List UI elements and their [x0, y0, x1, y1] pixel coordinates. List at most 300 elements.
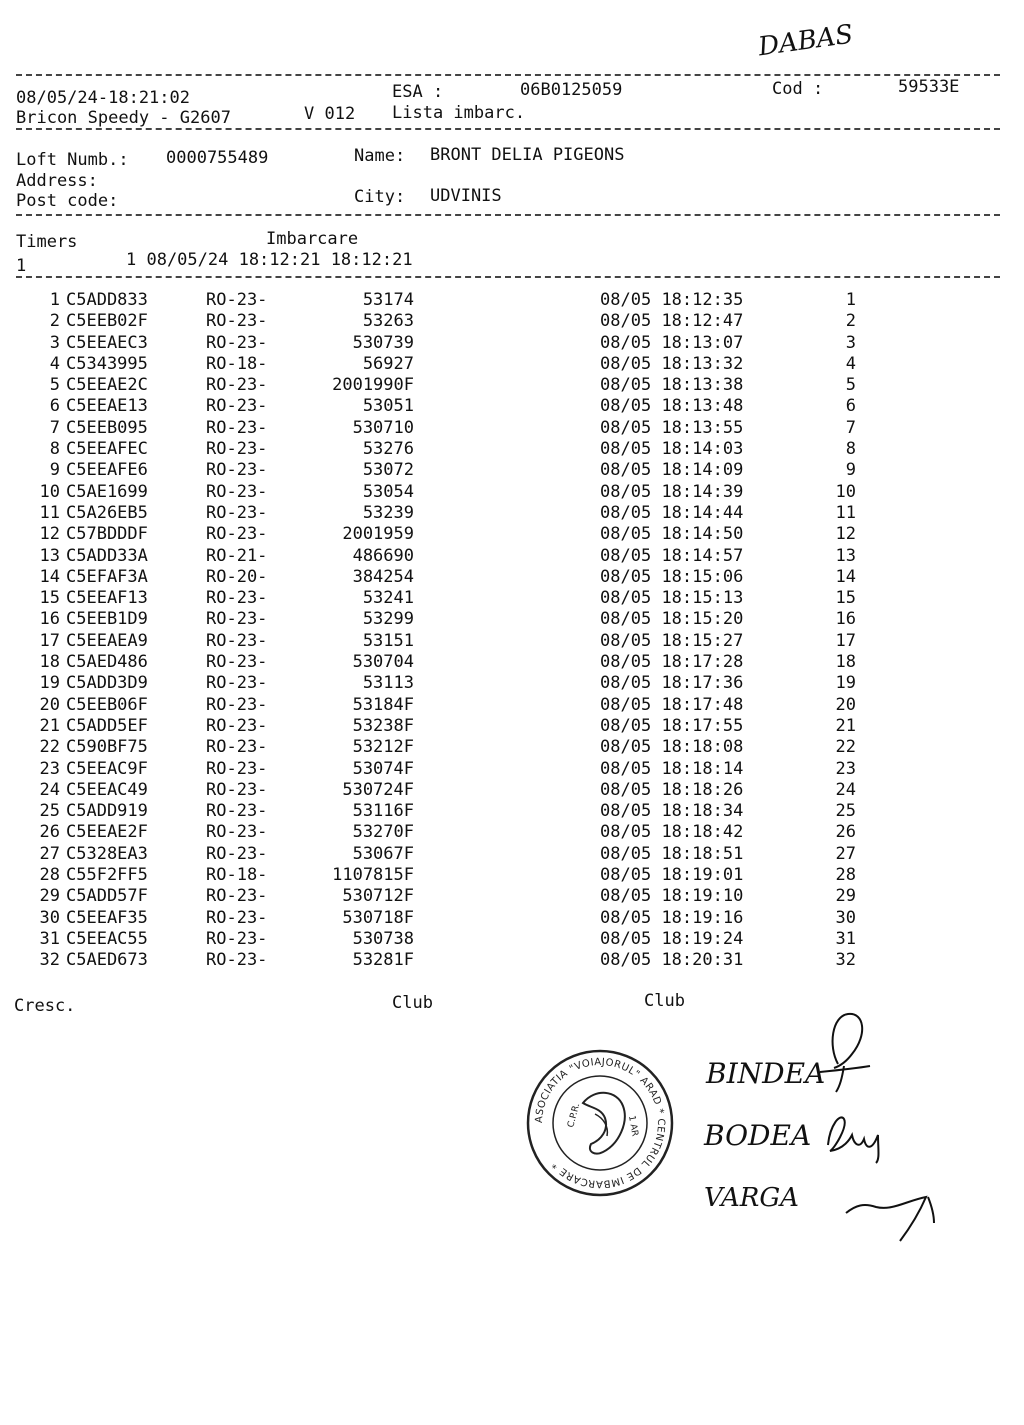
position: 7	[845, 417, 856, 438]
basket-time: 18:19:24	[661, 928, 744, 949]
ring-prefix: RO-23-	[206, 715, 268, 736]
basket-datetime	[600, 375, 820, 396]
ring-number: 53241	[362, 588, 414, 609]
basket-time: 18:18:42	[661, 822, 744, 843]
basket-date: 08/05	[600, 460, 652, 481]
ring-number: 53072	[362, 460, 414, 481]
position: 14	[835, 566, 856, 587]
row-number: 11	[39, 502, 60, 523]
ring-prefix: RO-21-	[206, 545, 268, 566]
ring-prefix: RO-23-	[206, 928, 268, 949]
basket-datetime	[600, 865, 820, 886]
basket-date: 08/05	[600, 566, 652, 587]
position: 15	[835, 588, 856, 609]
list-title: Lista imbarc.	[392, 103, 526, 123]
ring-prefix: RO-23-	[206, 907, 268, 928]
basket-time: 18:17:55	[661, 715, 744, 736]
address-label: Address:	[16, 171, 98, 191]
row-number: 5	[49, 375, 60, 396]
table-row	[16, 375, 856, 396]
stamp-inner-left: C.P.R.	[566, 1102, 583, 1129]
cod-label: Cod :	[772, 79, 824, 99]
position: 19	[835, 673, 856, 694]
row-number: 28	[39, 865, 60, 886]
signature-name-3: VARGA	[704, 1183, 799, 1213]
basket-time: 18:15:13	[661, 588, 744, 609]
basket-date: 08/05	[600, 353, 652, 374]
position: 2	[845, 311, 856, 332]
row-number: 25	[39, 801, 60, 822]
position: 16	[835, 609, 856, 630]
position: 22	[835, 737, 856, 758]
table-row	[16, 311, 856, 332]
position: 13	[835, 545, 856, 566]
basket-date: 08/05	[600, 375, 652, 396]
basket-time: 18:14:50	[661, 524, 744, 545]
ring-number: 56927	[362, 353, 414, 374]
table-row	[16, 929, 856, 950]
chip-id: C5EEAEC3	[66, 332, 148, 353]
basket-date: 08/05	[600, 865, 652, 886]
ring-prefix: RO-23-	[206, 822, 268, 843]
basket-time: 18:17:28	[661, 652, 744, 673]
separator-line	[16, 128, 1000, 130]
ring-number: 530704	[352, 652, 414, 673]
row-number: 1	[49, 290, 60, 310]
chip-id: C5EEAE2C	[66, 375, 148, 396]
basket-date: 08/05	[600, 481, 652, 502]
basket-datetime	[600, 290, 820, 311]
chip-id: C590BF75	[66, 737, 148, 758]
cresc-label: Cresc.	[14, 996, 76, 1016]
position: 11	[835, 502, 856, 523]
table-row	[16, 588, 856, 609]
row-number: 31	[39, 928, 60, 949]
chip-id: C5AED486	[66, 652, 148, 673]
ring-number: 2001959	[342, 524, 414, 545]
position: 27	[835, 843, 856, 864]
ring-number: 53270F	[352, 822, 414, 843]
chip-id: C5AE1699	[66, 481, 148, 502]
row-number: 2	[49, 311, 60, 332]
row-number: 32	[39, 950, 60, 971]
ring-number: 53074F	[352, 758, 414, 779]
basket-date: 08/05	[600, 928, 652, 949]
basket-datetime	[600, 503, 820, 524]
basket-time: 18:14:57	[661, 545, 744, 566]
stamp-inner-right: 1 AR	[626, 1114, 640, 1138]
table-row	[16, 396, 856, 417]
ring-number: 53263	[362, 311, 414, 332]
basket-time: 18:14:39	[661, 481, 744, 502]
basket-datetime	[600, 737, 820, 758]
basket-date: 08/05	[600, 502, 652, 523]
ring-prefix: RO-23-	[206, 375, 268, 396]
position: 17	[835, 630, 856, 651]
basket-date: 08/05	[600, 524, 652, 545]
chip-id: C5ADD3D9	[66, 673, 148, 694]
ring-number: 1107815F	[332, 865, 414, 886]
basket-datetime	[600, 822, 820, 843]
position: 9	[845, 460, 856, 481]
ring-prefix: RO-23-	[206, 950, 268, 971]
ring-number: 53151	[362, 630, 414, 651]
chip-id: C5343995	[66, 353, 148, 374]
chip-id: C5EEAC9F	[66, 758, 148, 779]
basket-datetime	[600, 567, 820, 588]
ring-number: 384254	[352, 566, 414, 587]
ring-prefix: RO-23-	[206, 652, 268, 673]
timer-index: 1	[16, 256, 27, 276]
chip-id: C5EEAFE6	[66, 460, 148, 481]
position: 24	[835, 779, 856, 800]
chip-id: C5EEAC55	[66, 928, 148, 949]
ring-number: 53174	[362, 290, 414, 310]
separator-line	[16, 276, 1000, 278]
basket-date: 08/05	[600, 439, 652, 460]
basket-date: 08/05	[600, 311, 652, 332]
basket-date: 08/05	[600, 801, 652, 822]
row-number: 19	[39, 673, 60, 694]
basket-datetime	[600, 886, 820, 907]
basket-datetime	[600, 609, 820, 630]
basket-time: 18:13:38	[661, 375, 744, 396]
chip-id: C5EEAF35	[66, 907, 148, 928]
ring-prefix: RO-23-	[206, 460, 268, 481]
esa-label: ESA :	[392, 82, 444, 102]
basket-datetime	[600, 418, 820, 439]
position: 1	[845, 290, 856, 310]
position: 30	[835, 907, 856, 928]
chip-id: C55F2FF5	[66, 865, 148, 886]
position: 10	[835, 481, 856, 502]
basket-datetime	[600, 673, 820, 694]
ring-prefix: RO-23-	[206, 439, 268, 460]
print-datetime: 08/05/24-18:21:02	[16, 88, 190, 108]
basket-time: 18:18:34	[661, 801, 744, 822]
table-row	[16, 737, 856, 758]
basket-datetime	[600, 396, 820, 417]
chip-id: C5EEAFEC	[66, 439, 148, 460]
ring-prefix: RO-23-	[206, 779, 268, 800]
ring-number: 53184F	[352, 694, 414, 715]
ring-number: 486690	[352, 545, 414, 566]
chip-id: C5ADD919	[66, 801, 148, 822]
position: 5	[845, 375, 856, 396]
row-number: 16	[39, 609, 60, 630]
ring-number: 53067F	[352, 843, 414, 864]
ring-prefix: RO-23-	[206, 332, 268, 353]
loft-number-label: Loft Numb.:	[16, 150, 129, 170]
chip-id: C5EEAF13	[66, 588, 148, 609]
basket-date: 08/05	[600, 779, 652, 800]
basket-date: 08/05	[600, 652, 652, 673]
basket-time: 18:15:27	[661, 630, 744, 651]
basket-date: 08/05	[600, 843, 652, 864]
row-number: 18	[39, 652, 60, 673]
signature-scribble-3	[842, 1185, 942, 1245]
chip-id: C5EEAEA9	[66, 630, 148, 651]
timers-label: Timers	[16, 232, 78, 252]
basket-time: 18:19:16	[661, 907, 744, 928]
basket-date: 08/05	[600, 758, 652, 779]
table-row	[16, 439, 856, 460]
table-row	[16, 822, 856, 843]
cod-value: 59533E	[898, 77, 960, 97]
club-label-2: Club	[644, 991, 685, 1011]
row-number: 23	[39, 758, 60, 779]
basket-date: 08/05	[600, 715, 652, 736]
chip-id: C5ADD33A	[66, 545, 148, 566]
ring-prefix: RO-18-	[206, 865, 268, 886]
row-number: 17	[39, 630, 60, 651]
basket-time: 18:17:36	[661, 673, 744, 694]
basket-time: 18:15:06	[661, 566, 744, 587]
basket-time: 18:20:31	[661, 950, 744, 971]
position: 28	[835, 865, 856, 886]
basket-time: 18:15:20	[661, 609, 744, 630]
table-row	[16, 460, 856, 481]
table-row	[16, 418, 856, 439]
signature-name-2: BODEA	[704, 1119, 812, 1152]
basket-datetime	[600, 950, 820, 971]
ring-number: 53116F	[352, 801, 414, 822]
ring-prefix: RO-18-	[206, 353, 268, 374]
signature-scribble-1	[810, 1006, 880, 1096]
ring-number: 2001990F	[332, 375, 414, 396]
ring-number: 53113	[362, 673, 414, 694]
table-row	[16, 546, 856, 567]
chip-id: C5EEB095	[66, 417, 148, 438]
basket-date: 08/05	[600, 630, 652, 651]
position: 21	[835, 715, 856, 736]
basket-datetime	[600, 780, 820, 801]
ring-number: 53051	[362, 396, 414, 417]
table-row	[16, 780, 856, 801]
basket-datetime	[600, 631, 820, 652]
table-row	[16, 333, 856, 354]
table-row	[16, 631, 856, 652]
basket-datetime	[600, 652, 820, 673]
table-row	[16, 482, 856, 503]
basket-date: 08/05	[600, 694, 652, 715]
basket-datetime	[600, 439, 820, 460]
chip-id: C5EFAF3A	[66, 566, 148, 587]
row-number: 7	[49, 417, 60, 438]
ring-prefix: RO-23-	[206, 801, 268, 822]
basket-datetime	[600, 801, 820, 822]
basket-date: 08/05	[600, 545, 652, 566]
ring-number: 53276	[362, 439, 414, 460]
stamp-outer-text: ASOCIATIA "VOIAJORUL" ARAD * CENTRUL DE IMBARCARE *	[533, 1056, 667, 1190]
basket-date: 08/05	[600, 673, 652, 694]
postcode-label: Post code:	[16, 191, 119, 211]
table-row	[16, 801, 856, 822]
position: 18	[835, 652, 856, 673]
club-stamp	[525, 1048, 675, 1198]
table-row	[16, 567, 856, 588]
chip-id: C5EEB02F	[66, 311, 148, 332]
basket-date: 08/05	[600, 907, 652, 928]
table-row	[16, 652, 856, 673]
row-number: 27	[39, 843, 60, 864]
position: 31	[835, 928, 856, 949]
ring-number: 53238F	[352, 715, 414, 736]
loft-number-value: 0000755489	[166, 148, 269, 168]
row-number: 12	[39, 524, 60, 545]
basket-datetime	[600, 908, 820, 929]
timer-row: 1 08/05/24 18:12:21 18:12:21	[126, 250, 413, 270]
table-row	[16, 865, 856, 886]
name-label: Name:	[354, 146, 406, 166]
chip-id: C5EEB1D9	[66, 609, 148, 630]
basket-datetime	[600, 844, 820, 865]
club-label-1: Club	[392, 993, 433, 1013]
chip-id: C5A26EB5	[66, 502, 148, 523]
row-number: 29	[39, 886, 60, 907]
basket-time: 18:14:44	[661, 502, 744, 523]
ring-prefix: RO-23-	[206, 737, 268, 758]
row-number: 22	[39, 737, 60, 758]
ring-number: 530738	[352, 928, 414, 949]
position: 4	[845, 353, 856, 374]
chip-id: C5EEAE2F	[66, 822, 148, 843]
basket-time: 18:18:26	[661, 779, 744, 800]
basket-datetime	[600, 716, 820, 737]
ring-prefix: RO-23-	[206, 609, 268, 630]
basket-date: 08/05	[600, 886, 652, 907]
basket-time: 18:19:01	[661, 865, 744, 886]
row-number: 8	[49, 439, 60, 460]
ring-number: 53239	[362, 502, 414, 523]
row-number: 26	[39, 822, 60, 843]
ring-prefix: RO-23-	[206, 588, 268, 609]
ring-number: 530712F	[342, 886, 414, 907]
basket-date: 08/05	[600, 396, 652, 417]
basket-time: 18:17:48	[661, 694, 744, 715]
row-number: 14	[39, 566, 60, 587]
ring-number: 53212F	[352, 737, 414, 758]
basket-datetime	[600, 588, 820, 609]
device-name: Bricon Speedy - G2607	[16, 108, 231, 128]
firmware-version: V 012	[304, 104, 356, 124]
basket-date: 08/05	[600, 822, 652, 843]
basketing-table	[16, 290, 856, 972]
chip-id: C5ADD833	[66, 290, 148, 310]
ring-prefix: RO-23-	[206, 694, 268, 715]
row-number: 6	[49, 396, 60, 417]
basket-time: 18:13:48	[661, 396, 744, 417]
table-row	[16, 524, 856, 545]
basket-time: 18:13:32	[661, 353, 744, 374]
ring-number: 53054	[362, 481, 414, 502]
basket-datetime	[600, 929, 820, 950]
city-value: UDVINIS	[430, 186, 502, 206]
ring-prefix: RO-23-	[206, 673, 268, 694]
row-number: 10	[39, 481, 60, 502]
table-row	[16, 886, 856, 907]
row-number: 15	[39, 588, 60, 609]
city-label: City:	[354, 187, 406, 207]
table-row	[16, 908, 856, 929]
chip-id: C57BDDDF	[66, 524, 148, 545]
ring-number: 53299	[362, 609, 414, 630]
chip-id: C5AED673	[66, 950, 148, 971]
chip-id: C5ADD5EF	[66, 715, 148, 736]
table-row	[16, 950, 856, 971]
basket-date: 08/05	[600, 417, 652, 438]
chip-id: C5EEAE13	[66, 396, 148, 417]
basket-time: 18:13:55	[661, 417, 744, 438]
position: 26	[835, 822, 856, 843]
chip-id: C5EEB06F	[66, 694, 148, 715]
imbarcare-label: Imbarcare	[266, 229, 359, 249]
table-row	[16, 759, 856, 780]
separator-line	[16, 74, 1000, 76]
name-value: BRONT DELIA PIGEONS	[430, 145, 625, 165]
row-number: 24	[39, 779, 60, 800]
basket-time: 18:14:03	[661, 439, 744, 460]
position: 20	[835, 694, 856, 715]
dove-emblem	[583, 1093, 625, 1154]
basket-time: 18:12:47	[661, 311, 744, 332]
basket-time: 18:14:09	[661, 460, 744, 481]
handwritten-top-note: DABAS	[756, 19, 855, 63]
separator-line	[16, 214, 1000, 216]
ring-prefix: RO-23-	[206, 290, 268, 310]
basket-date: 08/05	[600, 290, 652, 310]
position: 8	[845, 439, 856, 460]
basket-time: 18:18:51	[661, 843, 744, 864]
row-number: 21	[39, 715, 60, 736]
basket-datetime	[600, 311, 820, 332]
signature-name-1: BINDEA	[706, 1057, 826, 1090]
table-row	[16, 354, 856, 375]
table-row	[16, 503, 856, 524]
basket-time: 18:18:14	[661, 758, 744, 779]
ring-number: 53281F	[352, 950, 414, 971]
ring-number: 530724F	[342, 779, 414, 800]
position: 25	[835, 801, 856, 822]
basket-date: 08/05	[600, 332, 652, 353]
row-number: 9	[49, 460, 60, 481]
basket-date: 08/05	[600, 609, 652, 630]
position: 6	[845, 396, 856, 417]
position: 29	[835, 886, 856, 907]
row-number: 20	[39, 694, 60, 715]
ring-prefix: RO-23-	[206, 886, 268, 907]
basket-datetime	[600, 695, 820, 716]
basket-datetime	[600, 333, 820, 354]
basket-date: 08/05	[600, 737, 652, 758]
basket-datetime	[600, 546, 820, 567]
ring-number: 530710	[352, 417, 414, 438]
esa-value: 06B0125059	[520, 80, 623, 100]
basket-datetime	[600, 460, 820, 481]
basket-datetime	[600, 482, 820, 503]
row-number: 3	[49, 332, 60, 353]
row-number: 13	[39, 545, 60, 566]
position: 12	[835, 524, 856, 545]
ring-prefix: RO-23-	[206, 481, 268, 502]
chip-id: C5328EA3	[66, 843, 148, 864]
basket-datetime	[600, 354, 820, 375]
ring-prefix: RO-23-	[206, 502, 268, 523]
ring-number: 530718F	[342, 907, 414, 928]
ring-prefix: RO-23-	[206, 417, 268, 438]
ring-prefix: RO-23-	[206, 396, 268, 417]
basket-time: 18:13:07	[661, 332, 744, 353]
